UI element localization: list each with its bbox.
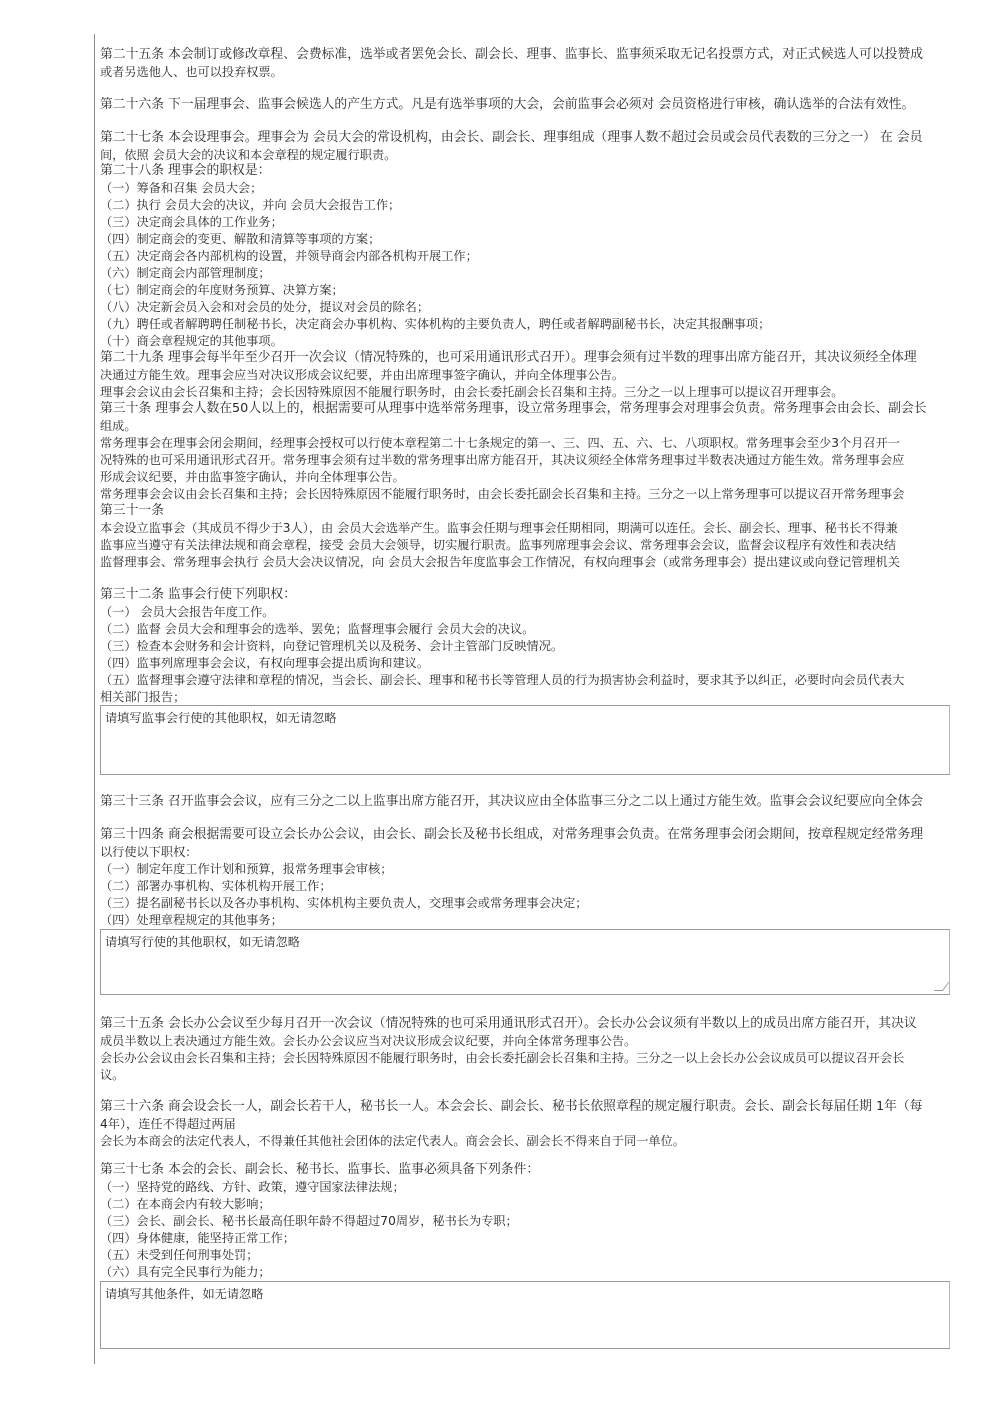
article-30-line-1: 第三十条 理事会人数在50人以上的，根据需要可从理事中选举常务理事，设立常务理事会，常务理事会对理事会负责。常务理事会由会长、副会长	[100, 401, 927, 416]
article-28-heading: 第二十八条 理事会的职权是：	[100, 163, 271, 178]
article-28-item-2: （二）执行 会员大会的决议，并向 会员大会报告工作；	[100, 198, 401, 212]
article-28-item-4: （四）制定商会的变更、解散和清算等事项的方案；	[100, 232, 381, 246]
article-30-line-2: 组成。	[100, 419, 137, 433]
article-28-item-7: （七）制定商会的年度财务预算、决算方案；	[100, 283, 344, 297]
article-30-line-5: 形成会议纪要，并由监事签字确认，并向全体理事公告。	[100, 470, 405, 484]
article-28-item-10: （十）商会章程规定的其他事项。	[100, 334, 283, 348]
article-32-heading: 第三十二条 监事会行使下列职权：	[100, 587, 297, 602]
other-supervisory-powers-box	[100, 705, 950, 775]
article-37-item-1: （一）坚持党的路线、方针、政策，遵守国家法律法规；	[100, 1180, 405, 1194]
article-36-line-3: 会长为本商会的法定代表人，不得兼任其他社会团体的法定代表人。商会会长、副会长不得来自于同一单位。	[100, 1134, 685, 1148]
other-supervisory-powers-input[interactable]	[101, 706, 949, 774]
article-32-item-3: （三）检查本会财务和会计资料，向登记管理机关以及税务、会计主管部门反映情况。	[100, 639, 564, 653]
article-37-heading: 第三十七条 本会的会长、副会长、秘书长、监事长、监事必须具备下列条件：	[100, 1162, 540, 1177]
article-32-item-4: （四）监事列席理事会会议，有权向理事会提出质询和建议。	[100, 656, 430, 670]
article-28-item-9: （九）聘任或者解聘聘任制秘书长，决定商会办事机构、实体机构的主要负责人，聘任或者解聘副秘书长，决定其报酬事项；	[100, 317, 771, 331]
other-conditions-box	[100, 1281, 950, 1349]
article-36-line-1: 第三十六条 商会设会长一人，副会长若干人，秘书长一人。本会会长、副会长、秘书长依照章程的规定履行职责。会长、副会长每届任期 1年（每	[100, 1099, 923, 1114]
article-29-line-1: 第二十九条 理事会每半年至少召开一次会议（情况特殊的，也可采用通讯形式召开）。理事会须有过半数的理事出席方能召开，其决议须经全体理	[100, 350, 917, 365]
article-31-line-2: 监事应当遵守有关法律法规和商会章程，接受 会员大会领导，切实履行职责。监事列席理事会会议、常务理事会会议，监督会议程序有效性和表决结	[100, 538, 897, 552]
article-34-item-2: （二）部署办事机构、实体机构开展工作；	[100, 879, 332, 893]
article-30-line-3: 常务理事会在理事会闭会期间，经理事会授权可以行使本章程第二十七条规定的第一、三、四、五、六、七、八项职权。常务理事会至少3个月召开一	[100, 436, 900, 450]
article-31-line-1: 本会设立监事会（其成员不得少于3人），由 会员大会选举产生。监事会任期与理事会任期相同，期满可以连任。会长、副会长、理事、秘书长不得兼	[100, 521, 898, 535]
other-office-powers-input[interactable]	[101, 930, 949, 994]
article-28-item-1: （一）筹备和召集 会员大会；	[100, 181, 263, 195]
article-30-line-4: 况特殊的也可采用通讯形式召开。常务理事会须有过半数的常务理事出席方能召开，其决议须经全体常务理事过半数表决通过方能生效。常务理事会应	[100, 453, 905, 467]
article-35-line-4: 议。	[100, 1068, 125, 1082]
article-31-heading: 第三十一条	[100, 503, 164, 518]
article-32-item-5-cont: 相关部门报告；	[100, 690, 186, 704]
article-37-item-2: （二）在本商会内有较大影响；	[100, 1197, 271, 1211]
article-30-line-6: 常务理事会会议由会长召集和主持；会长因特殊原因不能履行职务时，由会长委托副会长召集和主持。三分之一以上常务理事可以提议召开常务理事会	[100, 487, 905, 501]
article-37-item-5: （五）未受到任何刑事处罚；	[100, 1248, 259, 1262]
article-34-item-4: （四）处理章程规定的其他事务；	[100, 913, 283, 927]
article-32-item-1: （一） 会员大会报告年度工作。	[100, 605, 275, 619]
article-26-line-1: 第二十六条 下一届理事会、监事会候选人的产生方式。凡是有选举事项的大会，会前监事会必须对 会员资格进行审核，确认选举的合法有效性。	[100, 97, 915, 112]
article-35-line-1: 第三十五条 会长办公会议至少每月召开一次会议（情况特殊的也可采用通讯形式召开）。会长办公会议须有半数以上的成员出席方能召开，其决议	[100, 1016, 917, 1031]
other-conditions-input[interactable]	[101, 1282, 949, 1348]
charter-document	[100, 0, 1000, 1414]
article-25-line-1: 第二十五条 本会制订或修改章程、会费标准，选举或者罢免会长、副会长、理事、监事长、监事须采取无记名投票方式，对正式候选人可以投赞成	[100, 47, 924, 62]
article-37-item-4: （四）身体健康，能坚持正常工作；	[100, 1231, 295, 1245]
article-35-line-3: 会长办公会议由会长召集和主持；会长因特殊原因不能履行职务时，由会长委托副会长召集和主持。三分之一以上会长办公会议成员可以提议召开会长	[100, 1051, 905, 1065]
article-28-item-6: （六）制定商会内部管理制度；	[100, 266, 271, 280]
article-29-line-2: 决通过方能生效。理事会应当对决议形成会议纪要，并由出席理事签字确认，并向全体理事公告。	[100, 368, 625, 382]
article-27-line-1: 第二十七条 本会设理事会。理事会为 会员大会的常设机构，由会长、副会长、理事组成（理事人数不超过会员或会员代表数的三分之一） 在 会员	[100, 130, 923, 145]
article-28-item-3: （三）决定商会具体的工作业务；	[100, 215, 283, 229]
article-34-item-3: （三）提名副秘书长以及各办事机构、实体机构主要负责人，交理事会或常务理事会决定；	[100, 896, 588, 910]
page-margin-line	[94, 34, 95, 1364]
article-33-line-1: 第三十三条 召开监事会会议，应有三分之二以上监事出席方能召开，其决议应由全体监事三分之二以上通过方能生效。监事会会议纪要应向全体会	[100, 794, 924, 809]
article-28-item-5: （五）决定商会各内部机构的设置，并领导商会内部各机构开展工作；	[100, 249, 478, 263]
article-36-line-2: 4年），连任不得超过两届	[100, 1117, 236, 1131]
article-37-item-6: （六）具有完全民事行为能力；	[100, 1265, 271, 1279]
article-32-item-5: （五）监督理事会遵守法律和章程的情况，当会长、副会长、理事和秘书长等管理人员的行为损害协会利益时，要求其予以纠正，必要时向会员代表大	[100, 673, 905, 687]
article-31-line-3: 监督理事会、常务理事会执行 会员大会决议情况，向 会员大会报告年度监事会工作情况，有权向理事会（或常务理事会）提出建议或向登记管理机关	[100, 555, 900, 569]
article-29-line-3: 理事会会议由会长召集和主持；会长因特殊原因不能履行职务时，由会长委托副会长召集和主持。三分之一以上理事可以提议召开理事会。	[100, 385, 844, 399]
article-34-item-1: （一）制定年度工作计划和预算，报常务理事会审核；	[100, 862, 393, 876]
article-27-line-2: 间，依照 会员大会的决议和本会章程的规定履行职责。	[100, 148, 397, 162]
other-office-powers-box	[100, 929, 950, 995]
article-35-line-2: 成员半数以上表决通过方能生效。会长办公会议应当对决议形成会议纪要，并向全体常务理事公告。	[100, 1034, 637, 1048]
article-25-line-2: 或者另选他人、也可以投弃权票。	[100, 65, 283, 79]
article-32-item-2: （二）监督 会员大会和理事会的选举、罢免；监督理事会履行 会员大会的决议。	[100, 622, 535, 636]
article-34-line-1: 第三十四条 商会根据需要可设立会长办公会议，由会长、副会长及秘书长组成，对常务理事会负责。在常务理事会闭会期间，按章程规定经常务理	[100, 827, 924, 842]
article-28-item-8: （八）决定新会员入会和对会员的处分，提议对会员的除名；	[100, 300, 430, 314]
article-37-item-3: （三）会长、副会长、秘书长最高任职年龄不得超过70周岁，秘书长为专职；	[100, 1214, 518, 1228]
article-34-line-2: 以行使以下职权：	[100, 845, 198, 859]
